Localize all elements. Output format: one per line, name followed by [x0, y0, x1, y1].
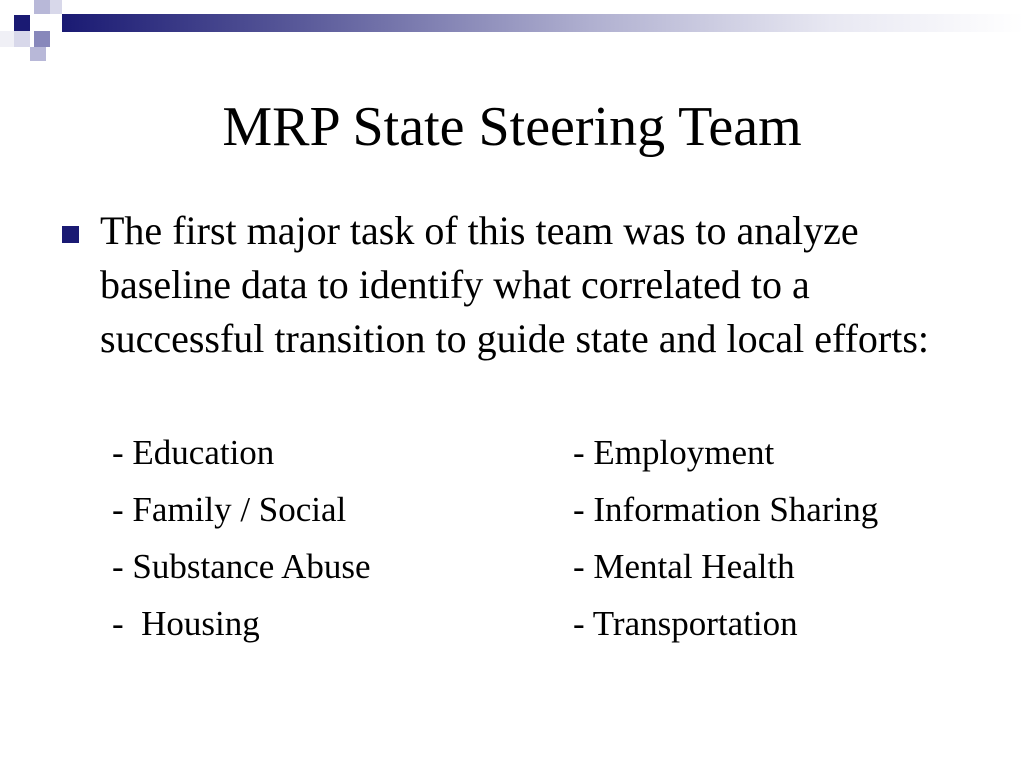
decorative-square: [0, 31, 14, 47]
sub-item-left: - Family / Social: [112, 490, 347, 529]
sub-item-list: [112, 428, 992, 656]
slide-title: MRP State Steering Team: [222, 96, 802, 158]
sub-item-row: [112, 428, 992, 485]
sub-item-right: - Employment: [573, 433, 775, 472]
decorative-square: [34, 31, 50, 47]
decorative-square: [14, 15, 30, 31]
decorative-square: [34, 0, 50, 14]
decorative-square: [30, 47, 46, 61]
square-bullet-icon: [62, 226, 79, 243]
decorative-square: [50, 0, 62, 14]
sub-item-right: - Information Sharing: [573, 490, 879, 529]
sub-item-left: - Housing: [112, 604, 260, 643]
sub-item-row: [112, 542, 992, 599]
sub-item-left: - Education: [112, 433, 275, 472]
sub-item-row: [112, 485, 992, 542]
sub-item-row: [112, 599, 992, 656]
bullet-text: The first major task of this team was to analyze baseline data to identify what correlated to a successful transition to guide state and local efforts:: [100, 208, 930, 361]
sub-item-right: - Transportation: [573, 604, 798, 643]
header-gradient-bar: [62, 14, 1024, 32]
sub-item-left: - Substance Abuse: [112, 547, 371, 586]
sub-item-right: - Mental Health: [573, 547, 795, 586]
decorative-square: [14, 31, 30, 47]
